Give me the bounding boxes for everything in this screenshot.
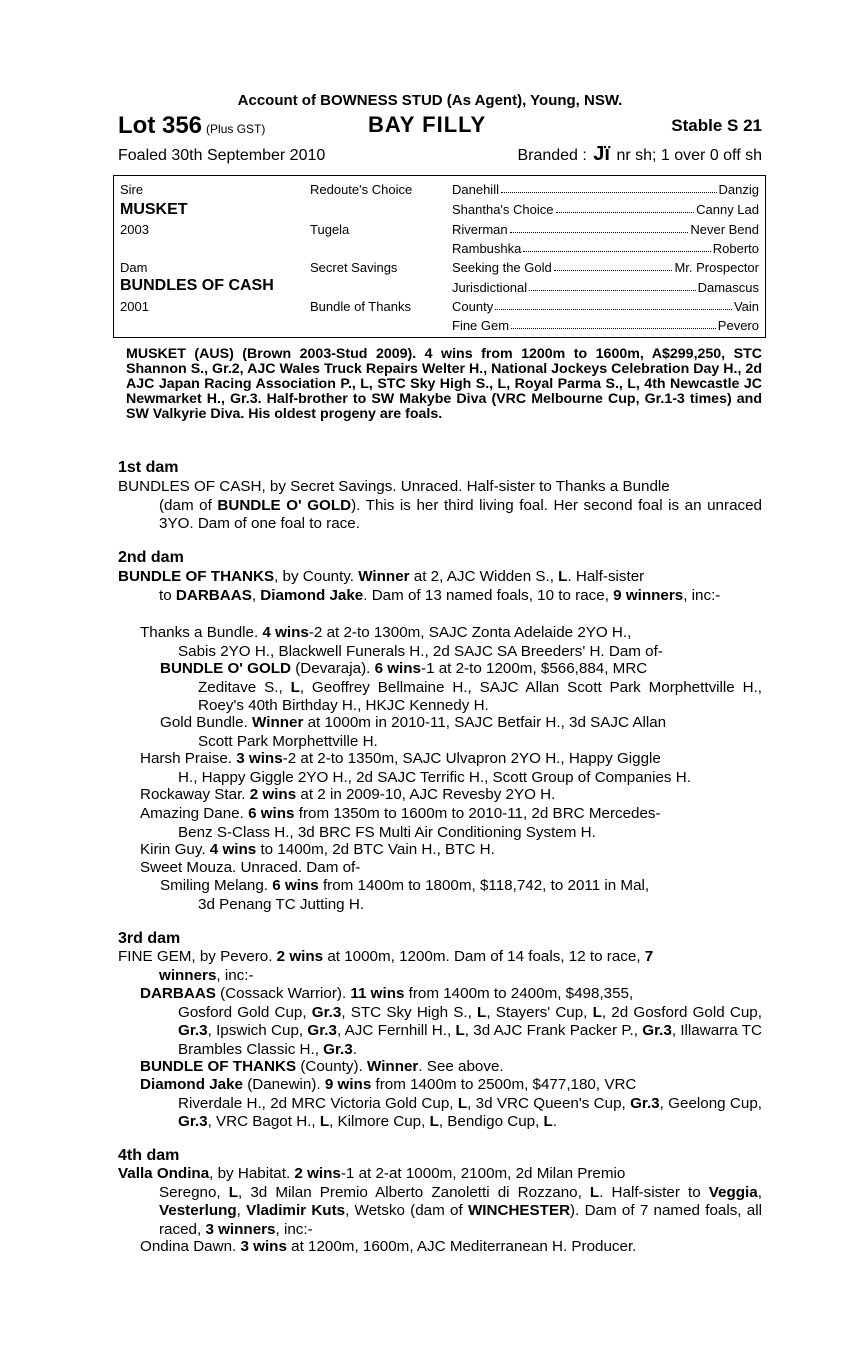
- sire-biography: MUSKET (AUS) (Brown 2003-Stud 2009). 4 wins from 1200m to 1600m, A$299,250, STC Shannon S., Gr.2, AJC Wales Truck Repairs Welter H., National Jockeys Celebration Day H., 2d AJC Japan Racing Association P., L, STC Sky High S., L, Royal Parma S., L, 4th Newcastle JC Newmarket H., Gr.3. Half-brother to SW Makybe Diva (VRC Melbourne Cup, Gr.1-3 times) and SW Valkyrie Diva. His oldest progeny are foals.: [126, 346, 762, 422]
- dam-year: 2001: [120, 299, 149, 314]
- branded-prefix: Branded :: [517, 147, 587, 164]
- brand-mark-icon: Jï: [593, 143, 610, 165]
- progeny-entry: Smiling Melang. 6 wins from 1400m to 1800m, $118,742, to 2011 in Mal, 3d Penang TC Jutting H.: [160, 877, 650, 913]
- pedigree-row: [452, 241, 759, 256]
- pedigree-row: [452, 299, 759, 314]
- progeny-entry: Sweet Mouza. Unraced. Dam of-: [140, 859, 361, 876]
- progeny-entry: Ondina Dawn. 3 wins at 1200m, 1600m, AJC Mediterranean H. Producer.: [140, 1238, 637, 1255]
- pedigree-row: [452, 202, 759, 217]
- ancestor-sire: Never Bend: [690, 222, 759, 237]
- sire-year: 2003: [120, 222, 149, 237]
- ancestor-sire: Damascus: [697, 280, 759, 295]
- progeny-entry: DARBAAS (Cossack Warrior). 11 wins from 1400m to 2400m, $498,355, Gosford Gold Cup, Gr.3, STC Sky High S., L, Stayers' Cup, L, 2d Gosford Gold Cup, Gr.3, Ipswich Cup, Gr.3, AJC Fernhill H., L, 3d AJC Frank Packer P., Gr.3, Illawarra TC Brambles Classic H., Gr.3.: [140, 985, 762, 1058]
- section-title-2nd-dam: 2nd dam: [118, 549, 184, 566]
- ancestor: Jurisdictional: [452, 280, 528, 295]
- progeny-entry: Amazing Dane. 6 wins from 1350m to 1600m to 2010-11, 2d BRC Mercedes- Benz S-Class H., 3d BRC FS Multi Air Conditioning System H.: [140, 805, 661, 841]
- pedigree-row: [452, 280, 759, 295]
- fourth-dam-text: Valla Ondina, by Habitat. 2 wins-1 at 2-at 1000m, 2100m, 2d Milan Premio Seregno, L, 3d Milan Premio Alberto Zanoletti di Rozzano, L. Half-sister to Veggia, Vesterlung, Vladimir Kuts, Wetsko (dam of WINCHESTER). Dam of 7 named foals, all raced, 3 winners, inc:-: [118, 1165, 762, 1238]
- progeny-entry: BUNDLE O' GOLD (Devaraja). 6 wins-1 at 2-to 1200m, $566,884, MRC Zeditave S., L, Geoffrey Bellmaine H., SAJC Allan Scott Park Morphettville H., Roey's 40th Birthday H., HKJC Kennedy H.: [160, 660, 763, 714]
- vendor-account: Account of BOWNESS STUD (As Agent), Young, NSW.: [237, 92, 623, 109]
- dam-dam: Bundle of Thanks: [310, 299, 411, 314]
- ancestor-sire: Danzig: [718, 182, 759, 197]
- pedigree-row: [452, 318, 759, 333]
- branded-info: [517, 143, 762, 166]
- ancestor: County: [452, 299, 494, 314]
- progeny-entry: Thanks a Bundle. 4 wins-2 at 2-to 1300m, SAJC Zonta Adelaide 2YO H., Sabis 2YO H., Blackwell Funerals H., 2d SAJC SA Breeders' H. Dam of-: [140, 624, 663, 660]
- sire-name: MUSKET: [120, 201, 188, 218]
- ancestor-sire: Mr. Prospector: [674, 260, 759, 275]
- ancestor: Shantha's Choice: [452, 202, 554, 217]
- ancestor-sire: Roberto: [712, 241, 759, 256]
- ancestor-sire: Vain: [733, 299, 759, 314]
- pedigree-row: [452, 260, 759, 275]
- ancestor-sire: Pevero: [717, 318, 759, 333]
- second-dam-text: BUNDLE OF THANKS, by County. Winner at 2, AJC Widden S., L. Half-sister to DARBAAS, Diamond Jake. Dam of 13 named foals, 10 to race, 9 winners, inc:-: [118, 568, 721, 604]
- pedigree-row: [452, 222, 759, 237]
- first-dam-text: BUNDLES OF CASH, by Secret Savings. Unraced. Half-sister to Thanks a Bundle (dam of BUNDLE O' GOLD). This is her third living foal. Her second foal is an unraced 3YO. Dam of one foal to race.: [118, 478, 762, 532]
- sire-sire: Redoute's Choice: [310, 182, 413, 197]
- ancestor-sire: Canny Lad: [696, 202, 759, 217]
- progeny-entry: Gold Bundle. Winner at 1000m in 2010-11, SAJC Betfair H., 3d SAJC Allan Scott Park Morphettville H.: [160, 714, 667, 750]
- ancestor: Seeking the Gold: [452, 260, 552, 275]
- progeny-entry: Diamond Jake (Danewin). 9 wins from 1400m to 2500m, $477,180, VRC Riverdale H., 2d MRC Victoria Gold Cup, L, 3d VRC Queen's Cup, Gr.3, Geelong Cup, Gr.3, VRC Bagot H., L, Kilmore Cup, L, Bendigo Cup, L.: [140, 1076, 763, 1130]
- ancestor: Fine Gem: [452, 318, 510, 333]
- progeny-entry: Rockaway Star. 2 wins at 2 in 2009-10, AJC Revesby 2YO H.: [140, 786, 556, 803]
- third-dam-text: FINE GEM, by Pevero. 2 wins at 1000m, 1200m. Dam of 14 foals, 12 to race, 7 winners, inc:-: [118, 948, 654, 984]
- progeny-entry: Kirin Guy. 4 wins to 1400m, 2d BTC Vain H., BTC H.: [140, 841, 495, 858]
- stable-number: Stable S 21: [671, 116, 762, 135]
- lot-label: Lot 356: [118, 112, 203, 139]
- section-title-3rd-dam: 3rd dam: [118, 930, 181, 947]
- progeny-entry: BUNDLE OF THANKS (County). Winner. See above.: [140, 1058, 504, 1075]
- section-title-1st-dam: 1st dam: [118, 459, 179, 476]
- branded-suffix: nr sh; 1 over 0 off sh: [616, 147, 762, 164]
- lot-line: [118, 112, 762, 142]
- progeny-entry: Harsh Praise. 3 wins-2 at 2-to 1350m, SAJC Ulvapron 2YO H., Happy Giggle H., Happy Giggle 2YO H., 2d SAJC Terrific H., Scott Group of Companies H.: [140, 750, 691, 786]
- ancestor: Riverman: [452, 222, 508, 237]
- lot-number: [118, 112, 265, 140]
- dam-name: BUNDLES OF CASH: [120, 277, 274, 294]
- sire-dam: Tugela: [310, 222, 350, 237]
- section-title-4th-dam: 4th dam: [118, 1147, 180, 1164]
- lot-note: (Plus GST): [206, 122, 266, 136]
- dam-sire: Secret Savings: [310, 260, 398, 275]
- sire-label: Sire: [120, 182, 144, 197]
- foaled-date: Foaled 30th September 2010: [118, 147, 326, 164]
- ancestor: Rambushka: [452, 241, 522, 256]
- pedigree-row: [452, 182, 759, 197]
- pedigree-table: [113, 175, 766, 338]
- horse-description: BAY FILLY: [368, 112, 487, 137]
- dam-label: Dam: [120, 260, 148, 275]
- ancestor: Danehill: [452, 182, 499, 197]
